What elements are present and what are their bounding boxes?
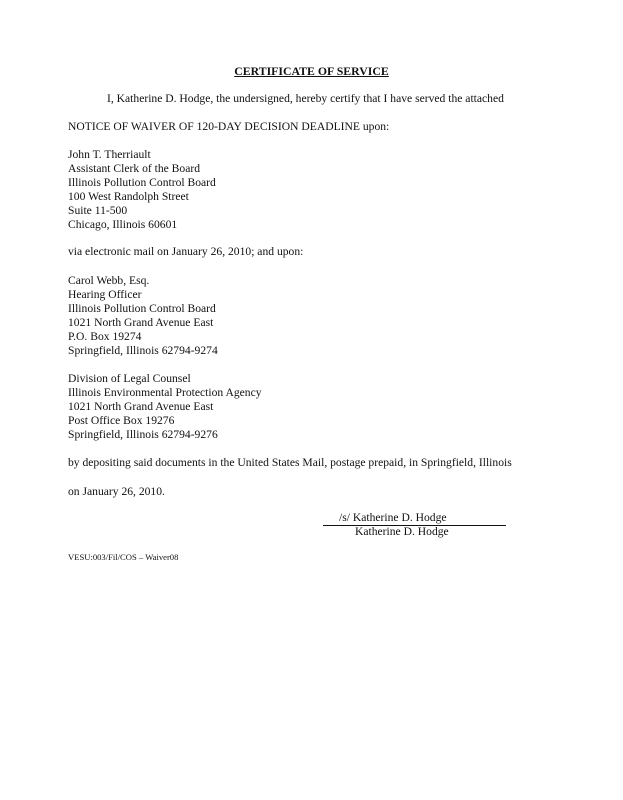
address-line: Springfield, Illinois 62794-9276: [68, 428, 218, 441]
delivery-note: via electronic mail on January 26, 2010; and upon:: [68, 245, 304, 258]
mail-note: by depositing said documents in the United States Mail, postage prepaid, in Springfield, Illinois: [68, 456, 512, 469]
document-title: CERTIFICATE OF SERVICE: [234, 64, 389, 78]
address-line: Springfield, Illinois 62794-9274: [68, 344, 218, 357]
electronic-signature: /s/ Katherine D. Hodge: [339, 511, 447, 524]
intro-line-1: I, Katherine D. Hodge, the undersigned, hereby certify that I have served the attached: [107, 92, 504, 105]
address-line: Illinois Pollution Control Board: [68, 302, 216, 315]
address-line: 1021 North Grand Avenue East: [68, 400, 214, 413]
address-line: 1021 North Grand Avenue East: [68, 316, 214, 329]
address-line: Chicago, Illinois 60601: [68, 218, 178, 231]
document-reference: VESU:003/Fil/COS – Waiver08: [68, 552, 179, 562]
address-line: Hearing Officer: [68, 288, 142, 301]
address-line: Suite 11-500: [68, 204, 128, 217]
address-line: Carol Webb, Esq.: [68, 274, 150, 287]
address-line: Illinois Pollution Control Board: [68, 176, 216, 189]
address-line: John T. Therriault: [68, 148, 151, 161]
recipient-address-1: [68, 148, 216, 232]
address-line: 100 West Randolph Street: [68, 190, 189, 203]
recipient-address-3: [68, 372, 262, 442]
intro-line-2: NOTICE OF WAIVER OF 120-DAY DECISION DEADLINE upon:: [68, 120, 390, 133]
recipient-address-2: [68, 274, 218, 358]
signature-line: [323, 511, 506, 526]
date-line: on January 26, 2010.: [68, 485, 165, 498]
signer-name: Katherine D. Hodge: [355, 525, 449, 538]
address-line: P.O. Box 19274: [68, 330, 142, 343]
address-line: Illinois Environmental Protection Agency: [68, 386, 262, 399]
address-line: Division of Legal Counsel: [68, 372, 191, 385]
address-line: Assistant Clerk of the Board: [68, 162, 201, 175]
address-line: Post Office Box 19276: [68, 414, 175, 427]
